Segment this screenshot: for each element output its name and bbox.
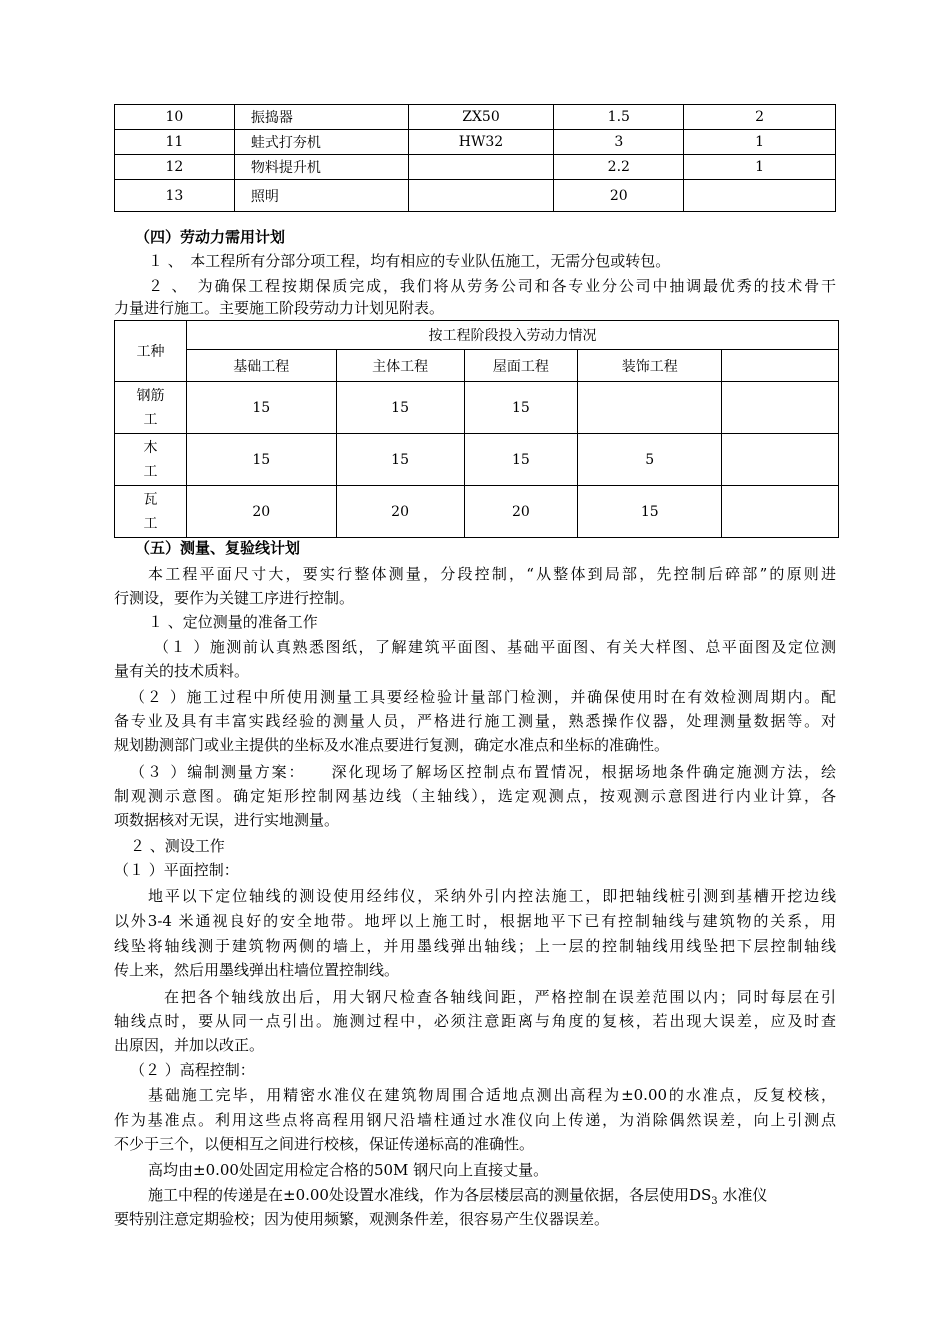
section4-title: （四）劳动力需用计划	[135, 228, 286, 246]
s2-p1-line1: 地平以下定位轴线的测设使用经纬仪，采纳外引内控法施工，即把轴线桩引测到基槽开挖边线	[148, 887, 836, 905]
equipment-model	[408, 155, 554, 180]
trade-cell	[115, 434, 187, 486]
table-row	[115, 130, 836, 155]
equipment-power: 20	[554, 180, 684, 212]
stage-header: 装饰工程	[578, 350, 722, 382]
s1-p2-line2: 备专业及具有丰富实践经验的测量人员，严格进行施工测量，熟悉操作仪器，处理测量数据等。对	[114, 712, 836, 730]
equipment-model	[408, 180, 554, 212]
table-row	[115, 155, 836, 180]
labor-value	[722, 382, 839, 434]
equipment-no: 11	[115, 130, 235, 155]
s2-p2-line3: 出原因，并加以改正。	[114, 1036, 265, 1054]
equipment-qty: 2	[684, 105, 836, 130]
s2-p5-text-tail: 水准仪	[717, 1186, 768, 1204]
labor-header-row	[115, 321, 839, 350]
labor-value: 15	[186, 434, 336, 486]
equipment-name: 蛙式打夯机	[234, 130, 408, 155]
equipment-no: 10	[115, 105, 235, 130]
labor-value: 15	[336, 434, 464, 486]
labor-group-header: 按工程阶段投入劳动力情况	[186, 321, 838, 350]
s2-p3-line1: 基础施工完毕，用精密水准仪在建筑物周围合适地点测出高程为±0.00的水准点，反复校核，	[148, 1086, 836, 1104]
equipment-no: 13	[115, 180, 235, 212]
section4-p2-line2: 力量进行施工。主要施工阶段劳动力计划见附表。	[114, 299, 445, 317]
s2-p5-text: 施工中程的传递是在±0.00处设置水准线，作为各层楼层高的测量依据，各层使用DS	[148, 1186, 712, 1204]
s2-p4: 高均由±0.00处固定用检定合格的50M 钢尺向上直接丈量。	[148, 1161, 549, 1179]
equipment-table	[114, 104, 836, 212]
equipment-model: ZX50	[408, 105, 554, 130]
subsection2-sub2: （２ ）高程控制：	[130, 1061, 255, 1079]
equipment-no: 12	[115, 155, 235, 180]
subsection1-title: １ 、定位测量的准备工作	[148, 613, 318, 631]
table-row	[115, 486, 839, 538]
trade-line: 钢筋	[136, 387, 165, 404]
section4-p2-line1: ２ 、 为确保工程按期保质完成，我们将从劳务公司和各专业分公司中抽调最优秀的技术骨干	[148, 277, 836, 295]
labor-value: 5	[578, 434, 722, 486]
trade-line: 工	[143, 515, 158, 532]
s2-p2-line2: 轴线点时，要从同一点引出。施测过程中，必须注意距离与角度的复核，若出现大误差，应及时查	[114, 1012, 836, 1030]
trade-line: 木	[143, 439, 158, 456]
equipment-name: 振捣器	[234, 105, 408, 130]
table-row	[115, 180, 836, 212]
labor-value: 20	[186, 486, 336, 538]
equipment-power: 2.2	[554, 155, 684, 180]
table-row	[115, 382, 839, 434]
stage-header: 主体工程	[336, 350, 464, 382]
equipment-qty	[684, 180, 836, 212]
labor-value: 15	[578, 486, 722, 538]
equipment-qty: 1	[684, 130, 836, 155]
s2-p3-line3: 不少于三个，以便相互之间进行校核，保证传递标高的准确性。	[114, 1135, 535, 1153]
s2-p5-line2: 要特别注意定期验校；因为使用频繁，观测条件差，很容易产生仪器误差。	[114, 1210, 610, 1228]
labor-plan-table	[114, 320, 839, 538]
s1-p2-line1: （２ ）施工过程中所使用测量工具要经检验计量部门检测，并确保使用时在有效检测周期内。配	[130, 688, 836, 706]
s1-p2-line3: 规划勘测部门或业主提供的坐标及水准点要进行复测，确定水准点和坐标的准确性。	[114, 736, 670, 754]
ds3-subscript: 3	[711, 1196, 718, 1207]
trade-cell	[115, 486, 187, 538]
trade-cell	[115, 382, 187, 434]
equipment-qty: 1	[684, 155, 836, 180]
equipment-name: 照明	[234, 180, 408, 212]
trade-line: 瓦	[143, 491, 158, 508]
labor-value: 15	[336, 382, 464, 434]
stage-header: 基础工程	[186, 350, 336, 382]
section5-intro-line2: 行测设，要作为关键工序进行控制。	[114, 589, 355, 607]
s1-p1-line2: 量有关的技术质料。	[114, 662, 250, 680]
s1-p3-line3: 项数据核对无误，进行实地测量。	[114, 811, 340, 829]
trade-line: 工	[143, 411, 158, 428]
labor-value: 15	[186, 382, 336, 434]
labor-value: 20	[336, 486, 464, 538]
trade-line: 工	[143, 463, 158, 480]
stage-header	[722, 350, 839, 382]
labor-stage-row	[115, 350, 839, 382]
labor-value	[722, 486, 839, 538]
s1-p3-line2: 制观测示意图。确定矩形控制网基边线（主轴线），选定观测点，按观测示意图进行内业计算，各	[114, 787, 836, 805]
s1-p1-line1: （１ ）施测前认真熟悉图纸，了解建筑平面图、基础平面图、有关大样图、总平面图及定位测	[154, 638, 836, 656]
s2-p2-line1: 在把各个轴线放出后，用大钢尺检查各轴线间距，严格控制在误差范围以内；同时每层在引	[164, 988, 836, 1006]
equipment-power: 3	[554, 130, 684, 155]
labor-value: 20	[464, 486, 578, 538]
s1-p3-line1: （３ ）编制测量方案： 深化现场了解场区控制点布置情况，根据场地条件确定施测方法，绘	[130, 763, 836, 781]
labor-value: 15	[464, 382, 578, 434]
s2-p1-line2: 以外3-4 米通视良好的安全地带。地坪以上施工时，根据地平下已有控制轴线与建筑物的关系，用	[114, 912, 836, 930]
labor-value: 15	[464, 434, 578, 486]
section5-title: （五）测量、复验线计划	[135, 539, 301, 557]
subsection2-title: ２ 、测设工作	[130, 837, 225, 855]
s2-p3-line2: 作为基准点。利用这些点将高程用钢尺沿墙柱通过水准仪向上传递，为消除偶然误差，向上引测点	[114, 1111, 836, 1129]
table-row	[115, 105, 836, 130]
labor-value	[578, 382, 722, 434]
subsection2-sub1: （１ ）平面控制：	[114, 861, 239, 879]
labor-value	[722, 434, 839, 486]
equipment-power: 1.5	[554, 105, 684, 130]
table-row	[115, 434, 839, 486]
equipment-model: HW32	[408, 130, 554, 155]
section4-p1: １ 、 本工程所有分部分项工程，均有相应的专业队伍施工，无需分包或转包。	[148, 252, 671, 270]
section5-intro-line1: 本工程平面尺寸大，要实行整体测量，分段控制，“从整体到局部，先控制后碎部”的原则进	[148, 565, 836, 583]
equipment-name: 物料提升机	[234, 155, 408, 180]
s2-p1-line4: 传上来，然后用墨线弹出柱墙位置控制线。	[114, 961, 400, 979]
stage-header: 屋面工程	[464, 350, 578, 382]
labor-col-trade: 工种	[115, 321, 187, 382]
s2-p1-line3: 线坠将轴线测于建筑物两侧的墙上，并用墨线弹出轴线；上一层的控制轴线用线坠把下层控制轴线	[114, 937, 836, 955]
